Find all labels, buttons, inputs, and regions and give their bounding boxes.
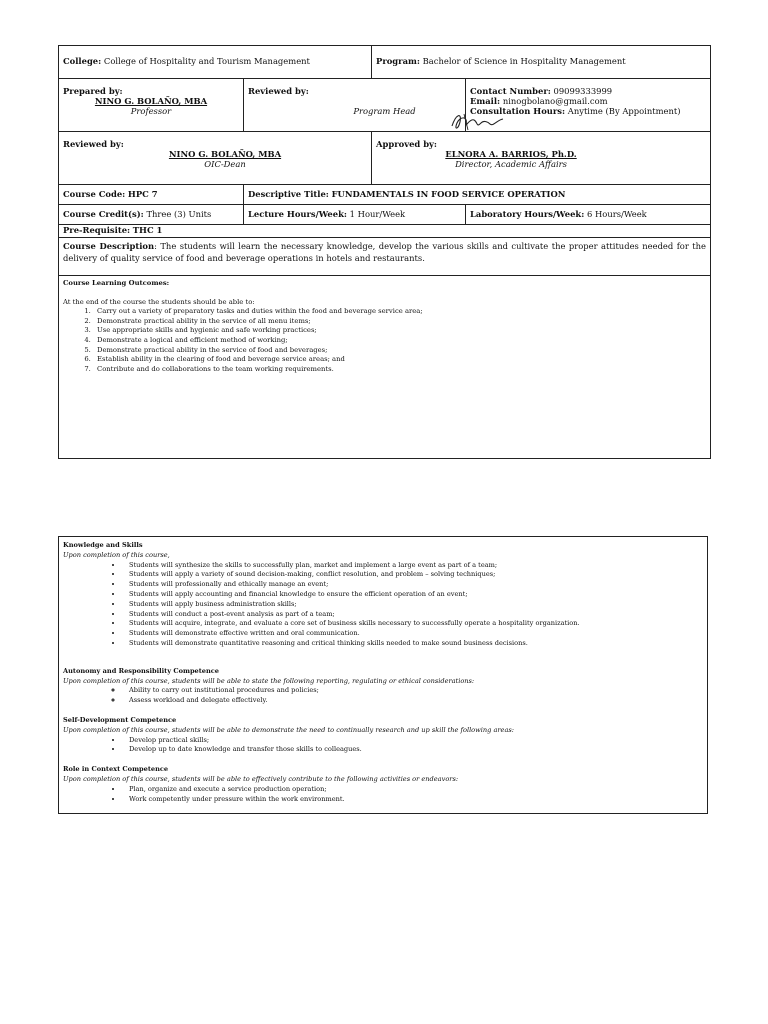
list-item: • Students will professionally and ethically manage an event; bbox=[123, 580, 707, 590]
course-code-label: Course Code: bbox=[63, 188, 126, 199]
list-item: • Students will synthesize the skills to successfully plan, market and implement a large event as part of a team; bbox=[123, 561, 707, 571]
email-value: ninogbolano@gmail.com bbox=[502, 95, 608, 106]
descriptive-title-label: Descriptive Title: bbox=[248, 188, 329, 199]
list-item: 3. Use appropriate skills and hygienic and safe working practices; bbox=[93, 326, 706, 336]
list-item: • Students will demonstrate quantitative reasoning and critical thinking skills needed to make sound business decisions. bbox=[123, 639, 707, 649]
course-credit-value: Three (3) Units bbox=[146, 208, 212, 219]
course-credit-label: Course Credit(s): bbox=[63, 208, 144, 219]
lab-hours-label: Laboratory Hours/Week: bbox=[470, 208, 585, 219]
role-context-intro: Upon completion of this course, students will be able to effectively contribute to the following activities or endeavors: bbox=[63, 774, 459, 783]
descriptive-title-value: FUNDAMENTALS IN FOOD SERVICE OPERATION bbox=[331, 188, 566, 199]
course-code-value: HPC 7 bbox=[127, 188, 158, 199]
learning-outcomes-intro: At the end of the course the students should be able to: bbox=[63, 297, 255, 306]
knowledge-skills-intro: Upon completion of this course, bbox=[63, 550, 170, 559]
consultation-hours-value: Anytime (By Appointment) bbox=[567, 105, 681, 116]
list-item: • Plan, organize and execute a service production operation; bbox=[123, 785, 707, 795]
lab-hours-value: 6 Hours/Week bbox=[586, 208, 647, 219]
reviewed-2-cell bbox=[59, 132, 372, 185]
program-cell bbox=[372, 46, 711, 79]
lecture-hours-cell bbox=[244, 205, 466, 225]
role-context-list bbox=[63, 785, 707, 805]
knowledge-skills-list bbox=[63, 561, 707, 649]
prepared-label: Prepared by: bbox=[63, 86, 123, 96]
self-development-list bbox=[63, 736, 707, 756]
list-item: • Students will conduct a post-event analysis as part of a team; bbox=[123, 610, 707, 620]
descriptive-title-cell bbox=[244, 185, 711, 205]
autonomy-intro: Upon completion of this course, students will be able to state the following reporting, regulating or ethical considerations: bbox=[63, 676, 475, 685]
approved-title: Director, Academic Affairs bbox=[455, 158, 567, 169]
list-item: • Students will demonstrate effective written and oral communication. bbox=[123, 629, 707, 639]
competencies-section bbox=[58, 536, 708, 814]
list-item: • Work competently under pressure within the work environment. bbox=[123, 795, 707, 805]
consultation-hours-label: Consultation Hours: bbox=[470, 105, 566, 116]
program-value: Bachelor of Science in Hospitality Management bbox=[422, 56, 626, 67]
reviewed-1-title: Program Head bbox=[353, 105, 416, 116]
self-development-intro: Upon completion of this course, students will be able to demonstrate the need to continually research and up skill the following areas: bbox=[63, 725, 514, 734]
learning-outcomes-list bbox=[63, 307, 706, 374]
learning-outcomes-cell bbox=[59, 276, 711, 459]
list-item: • Students will apply accounting and financial knowledge to ensure the efficient operation of an event; bbox=[123, 590, 707, 600]
knowledge-skills-heading: Knowledge and Skills bbox=[63, 541, 143, 549]
college-label: College: bbox=[63, 56, 102, 67]
reviewed-2-name: NINO G. BOLAÑO, MBA bbox=[168, 148, 282, 159]
prepared-cell bbox=[59, 79, 244, 132]
approved-label: Approved by: bbox=[376, 139, 438, 149]
list-item: 6. Establish ability in the clearing of food and beverage service areas; and bbox=[93, 355, 706, 365]
prerequisite-label: Pre-Requisite: bbox=[63, 225, 131, 236]
list-item: • Students will acquire, integrate, and evaluate a core set of business skills necessary to successfully operate a hospitality organization. bbox=[123, 619, 707, 629]
autonomy-list bbox=[63, 686, 707, 706]
contact-number-value: 09099333999 bbox=[553, 86, 613, 96]
list-item: 2. Demonstrate practical ability in the service of all menu items; bbox=[93, 317, 706, 327]
course-code-cell bbox=[59, 185, 244, 205]
reviewed-2-label: Reviewed by: bbox=[63, 139, 124, 149]
reviewed-1-label: Reviewed by: bbox=[248, 86, 309, 96]
course-description-cell bbox=[59, 238, 711, 276]
approved-cell bbox=[372, 132, 711, 185]
prepared-title: Professor bbox=[130, 105, 172, 116]
list-item: • Students will apply business administration skills; bbox=[123, 600, 707, 610]
list-item: 1. Carry out a variety of preparatory tasks and duties within the food and beverage service area; bbox=[93, 307, 706, 317]
list-item: • Students will apply a variety of sound decision-making, conflict resolution, and problem – solving techniques; bbox=[123, 570, 707, 580]
list-item: 4. Demonstrate a logical and efficient method of working; bbox=[93, 336, 706, 346]
prerequisite-value: THC 1 bbox=[132, 225, 163, 236]
lecture-hours-label: Lecture Hours/Week: bbox=[248, 208, 347, 219]
course-description-label: Course Description bbox=[63, 241, 155, 251]
prepared-name: NINO G. BOLAÑO, MBA bbox=[94, 95, 208, 106]
list-item: ◦ Assess workload and delegate effectively. bbox=[123, 696, 707, 706]
autonomy-heading: Autonomy and Responsibility Competence bbox=[63, 666, 219, 675]
course-credit-cell bbox=[59, 205, 244, 225]
role-context-heading: Role in Context Competence bbox=[63, 765, 169, 774]
signature-image bbox=[448, 108, 510, 134]
list-item: ◦ Ability to carry out institutional procedures and policies; bbox=[123, 686, 707, 696]
list-item: 7. Contribute and do collaborations to the team working requirements. bbox=[93, 365, 706, 375]
course-info-table bbox=[58, 45, 711, 459]
learning-outcomes-heading: Course Learning Outcomes: bbox=[63, 279, 170, 287]
self-development-heading: Self-Development Competence bbox=[63, 715, 177, 724]
list-item: 5. Demonstrate practical ability in the service of food and beverages; bbox=[93, 346, 706, 356]
list-item: • Develop up to date knowledge and transfer those skills to colleagues. bbox=[123, 745, 707, 755]
email-label: Email: bbox=[470, 95, 501, 106]
prerequisite-cell bbox=[59, 225, 711, 238]
program-label: Program: bbox=[376, 56, 420, 67]
course-description-text: : The students will learn the necessary knowledge, develop the various skills and cultivate the proper attitudes needed for the delivery of quality service of food and beverage operations in hotels and restaurants. bbox=[63, 241, 707, 263]
approved-name: ELNORA A. BARRIOS, Ph.D. bbox=[445, 148, 577, 159]
lecture-hours-value: 1 Hour/Week bbox=[349, 208, 406, 219]
lab-hours-cell bbox=[466, 205, 711, 225]
college-value: College of Hospitality and Tourism Management bbox=[103, 56, 310, 67]
contact-number-label: Contact Number: bbox=[470, 86, 551, 96]
reviewed-2-title: OIC-Dean bbox=[204, 158, 246, 169]
list-item: • Develop practical skills; bbox=[123, 736, 707, 746]
reviewed-1-cell bbox=[244, 79, 466, 132]
college-cell bbox=[59, 46, 372, 79]
